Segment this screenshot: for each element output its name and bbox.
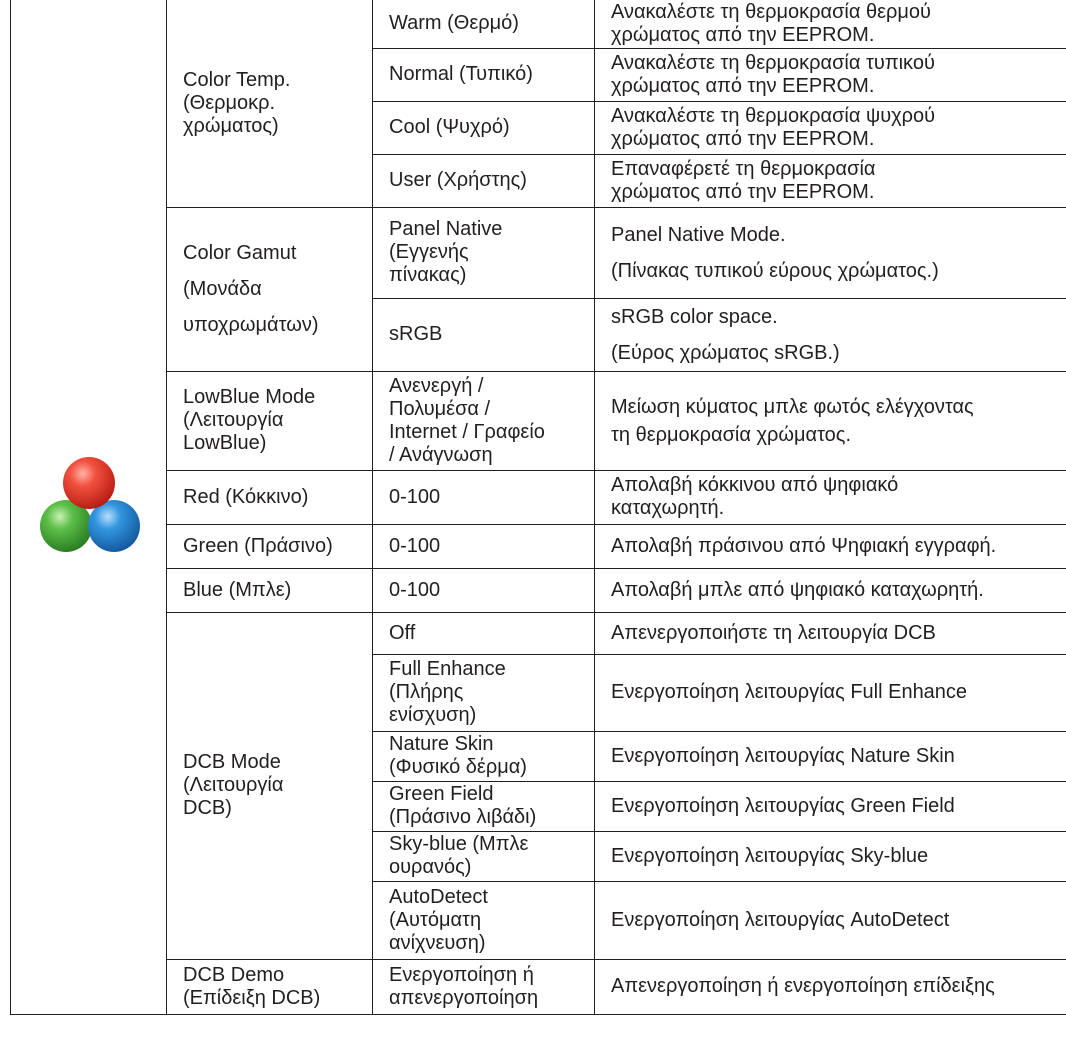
desc-warm: Ανακαλέστε τη θερμοκρασία θερμού χρώματος από την EEPROM.: [595, 0, 1066, 48]
option-dcb-demo: Ενεργοποίηση ή απενεργοποίηση: [373, 959, 595, 1014]
option-green-range: 0-100: [373, 524, 595, 568]
item-blue: Blue (Μπλε): [167, 568, 373, 612]
osd-settings-table: [10, 0, 1066, 1015]
desc-normal: Ανακαλέστε τη θερμοκρασία τυπικού χρώματος από την EEPROM.: [595, 48, 1066, 101]
option-user: User (Χρήστης): [373, 154, 595, 207]
icon-cell: [11, 0, 167, 1014]
desc-nature-skin: Ενεργοποίηση λειτουργίας Nature Skin: [595, 731, 1066, 781]
desc-blue: Απολαβή μπλε από ψηφιακό καταχωρητή.: [595, 568, 1066, 612]
option-full-enhance: Full Enhance (Πλήρης ενίσχυση): [373, 654, 595, 731]
item-dcb-mode: DCB Mode (Λειτουργία DCB): [167, 612, 373, 959]
desc-green-field: Ενεργοποίηση λειτουργίας Green Field: [595, 781, 1066, 831]
option-lowblue: Ανενεργή / Πολυμέσα / Internet / Γραφείο / Ανάγνωση: [373, 371, 595, 470]
option-nature-skin: Nature Skin (Φυσικό δέρμα): [373, 731, 595, 781]
item-dcb-demo: DCB Demo (Επίδειξη DCB): [167, 959, 373, 1014]
rgb-color-icon: [31, 449, 147, 565]
desc-green: Απολαβή πράσινου από Ψηφιακή εγγραφή.: [595, 524, 1066, 568]
desc-panel-native: Panel Native Mode. (Πίνακας τυπικού εύρους χρώματος.): [595, 207, 1066, 298]
desc-cool: Ανακαλέστε τη θερμοκρασία ψυχρού χρώματος από την EEPROM.: [595, 101, 1066, 154]
desc-dcb-demo: Απενεργοποίηση ή ενεργοποίηση επίδειξης: [595, 959, 1066, 1014]
option-green-field: Green Field (Πράσινο λιβάδι): [373, 781, 595, 831]
desc-red: Απολαβή κόκκινου από ψηφιακό καταχωρητή.: [595, 470, 1066, 524]
item-red: Red (Κόκκινο): [167, 470, 373, 524]
item-lowblue-mode: LowBlue Mode (Λειτουργία LowBlue): [167, 371, 373, 470]
table-row: [11, 371, 1066, 470]
table-row: [11, 207, 1066, 298]
table-row: [11, 0, 1066, 48]
option-off: Off: [373, 612, 595, 654]
desc-autodetect: Ενεργοποίηση λειτουργίας AutoDetect: [595, 881, 1066, 959]
option-sky-blue: Sky-blue (Μπλε ουρανός): [373, 831, 595, 881]
item-color-gamut: Color Gamut (Μονάδα υποχρωμάτων): [167, 207, 373, 371]
option-blue-range: 0-100: [373, 568, 595, 612]
option-panel-native: Panel Native (Εγγενής πίνακας): [373, 207, 595, 298]
item-green: Green (Πράσινο): [167, 524, 373, 568]
table-row: [11, 568, 1066, 612]
desc-lowblue: Μείωση κύματος μπλε φωτός ελέγχοντας τη θερμοκρασία χρώματος.: [595, 371, 1066, 470]
desc-off: Απενεργοποιήστε τη λειτουργία DCB: [595, 612, 1066, 654]
option-red-range: 0-100: [373, 470, 595, 524]
table-row: [11, 524, 1066, 568]
option-srgb: sRGB: [373, 298, 595, 371]
table-row: [11, 612, 1066, 654]
option-normal: Normal (Τυπικό): [373, 48, 595, 101]
table-row: [11, 959, 1066, 1014]
option-warm: Warm (Θερμό): [373, 0, 595, 48]
table-row: [11, 470, 1066, 524]
desc-full-enhance: Ενεργοποίηση λειτουργίας Full Enhance: [595, 654, 1066, 731]
option-cool: Cool (Ψυχρό): [373, 101, 595, 154]
desc-user: Επαναφέρετέ τη θερμοκρασία χρώματος από την EEPROM.: [595, 154, 1066, 207]
desc-sky-blue: Ενεργοποίηση λειτουργίας Sky-blue: [595, 831, 1066, 881]
desc-srgb: sRGB color space. (Εύρος χρώματος sRGB.): [595, 298, 1066, 371]
item-color-temp: Color Temp. (Θερμοκρ. χρώματος): [167, 0, 373, 207]
option-autodetect: AutoDetect (Αυτόματη ανίχνευση): [373, 881, 595, 959]
